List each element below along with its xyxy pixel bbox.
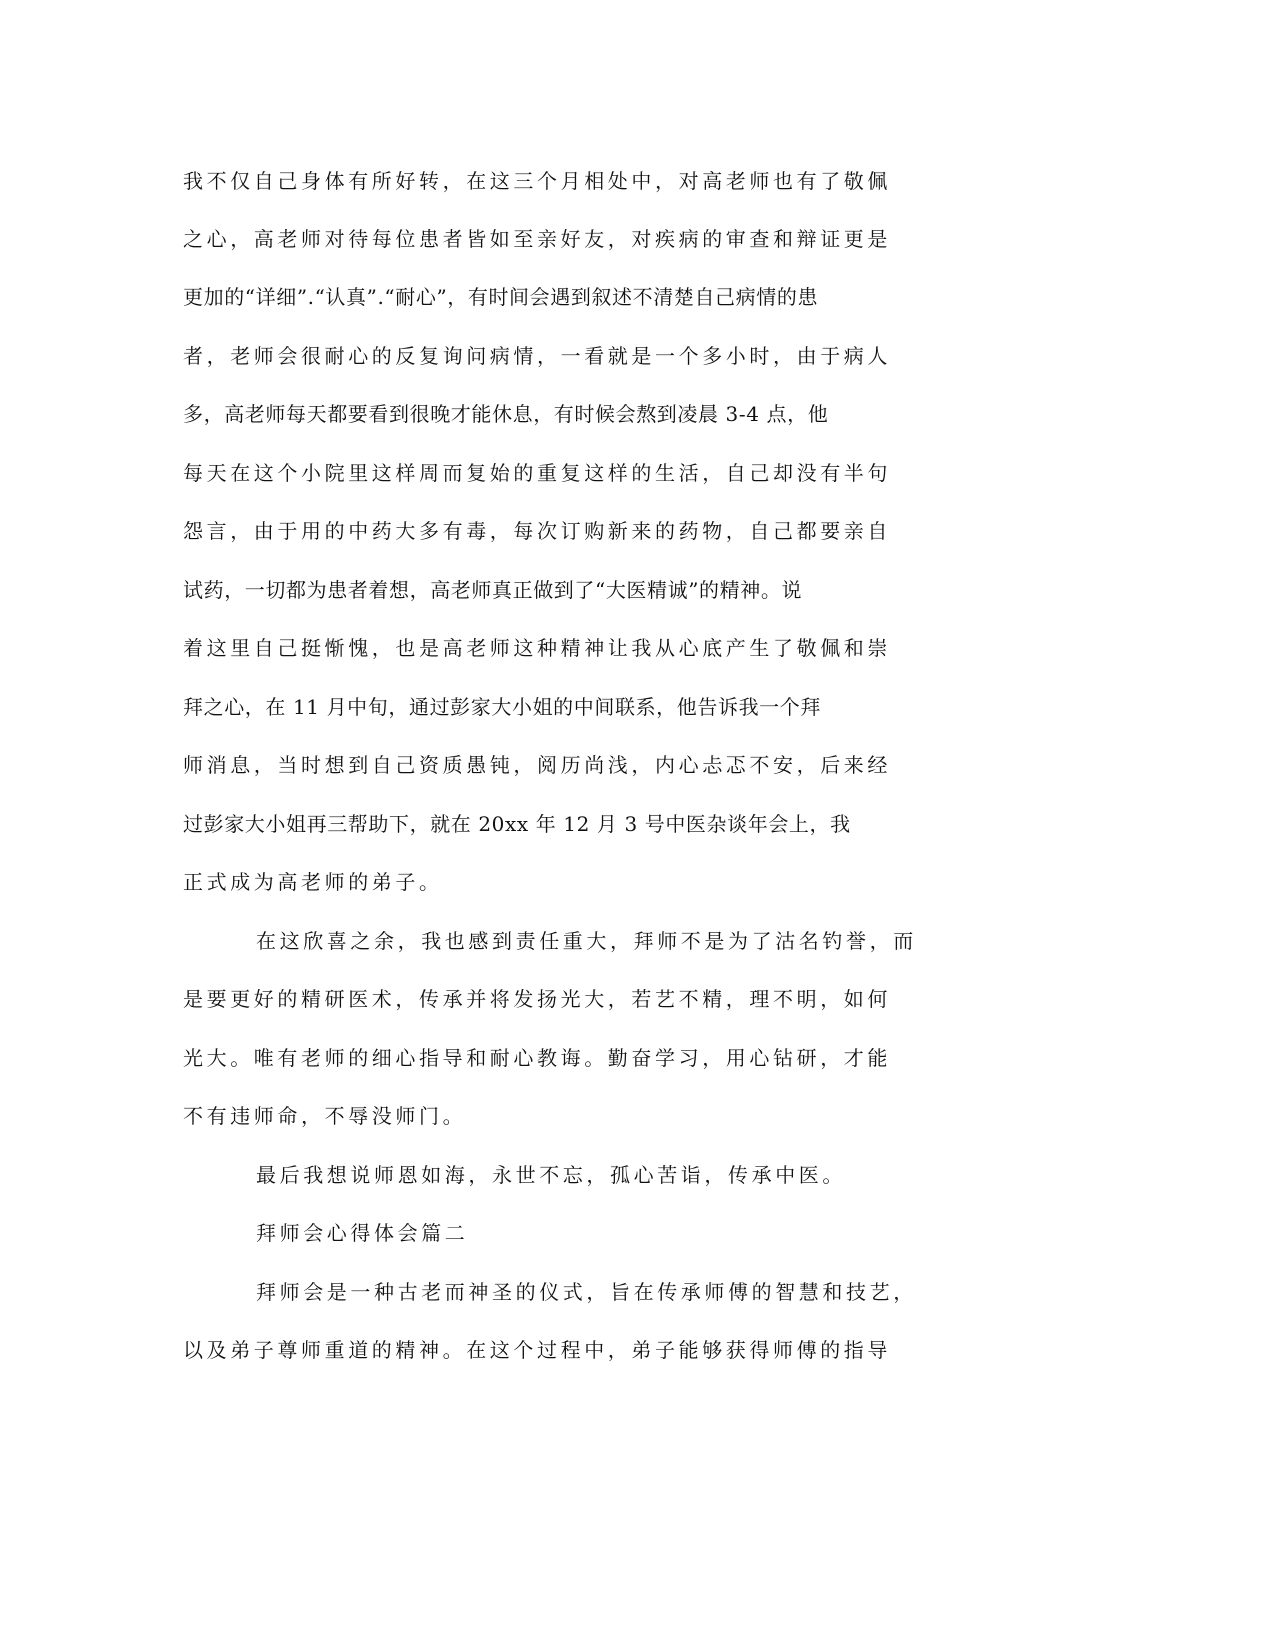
text-line: 师消息，当时想到自己资质愚钝，阅历尚浅，内心忐忑不安，后来经 (183, 753, 891, 777)
text-line: 是要更好的精研医术，传承并将发扬光大，若艺不精，理不明，如何 (183, 987, 891, 1011)
text-line: 试药，一切都为患者着想，高老师真正做到了“大医精诚”的精神。说 (183, 578, 803, 602)
text-line: 着这里自己挺惭愧，也是高老师这种精神让我从心底产生了敬佩和崇 (183, 636, 891, 660)
text-line: 以及弟子尊师重道的精神。在这个过程中，弟子能够获得师傅的指导 (183, 1338, 891, 1362)
paragraph-first-line: 在这欣喜之余，我也感到责任重大，拜师不是为了沽名钓誉，而 (256, 929, 917, 953)
text-line: 更加的“详细”.“认真”.“耐心”，有时间会遇到叙述不清楚自己病情的患 (183, 285, 819, 309)
text-line: 之心，高老师对待每位患者皆如至亲好友，对疾病的审查和辩证更是 (183, 227, 891, 251)
text-line: 怨言，由于用的中药大多有毒，每次订购新来的药物，自己都要亲自 (183, 519, 891, 543)
text-line: 正式成为高老师的弟子。 (183, 870, 443, 894)
text-line: 者，老师会很耐心的反复询问病情，一看就是一个多小时，由于病人 (183, 344, 891, 368)
text-line: 过彭家大小姐再三帮助下，就在 20xx 年 12 月 3 号中医杂谈年会上，我 (183, 812, 851, 836)
text-line: 不有违师命，不辱没师门。 (183, 1104, 467, 1128)
text-line: 拜之心，在 11 月中旬，通过彭家大小姐的中间联系，他告诉我一个拜 (183, 695, 821, 719)
text-line: 光大。唯有老师的细心指导和耐心教诲。勤奋学习，用心钻研，才能 (183, 1046, 891, 1070)
section-heading: 拜师会心得体会篇二 (256, 1221, 469, 1245)
paragraph-first-line: 拜师会是一种古老而神圣的仪式，旨在传承师傅的智慧和技艺， (256, 1280, 917, 1304)
text-line: 每天在这个小院里这样周而复始的重复这样的生活，自己却没有半句 (183, 461, 891, 485)
text-line: 我不仅自己身体有所好转，在这三个月相处中，对高老师也有了敬佩 (183, 169, 891, 193)
paragraph-first-line: 最后我想说师恩如海，永世不忘，孤心苦诣，传承中医。 (256, 1163, 846, 1187)
text-line: 多，高老师每天都要看到很晚才能休息，有时候会熬到凌晨 3-4 点，他 (183, 402, 829, 426)
